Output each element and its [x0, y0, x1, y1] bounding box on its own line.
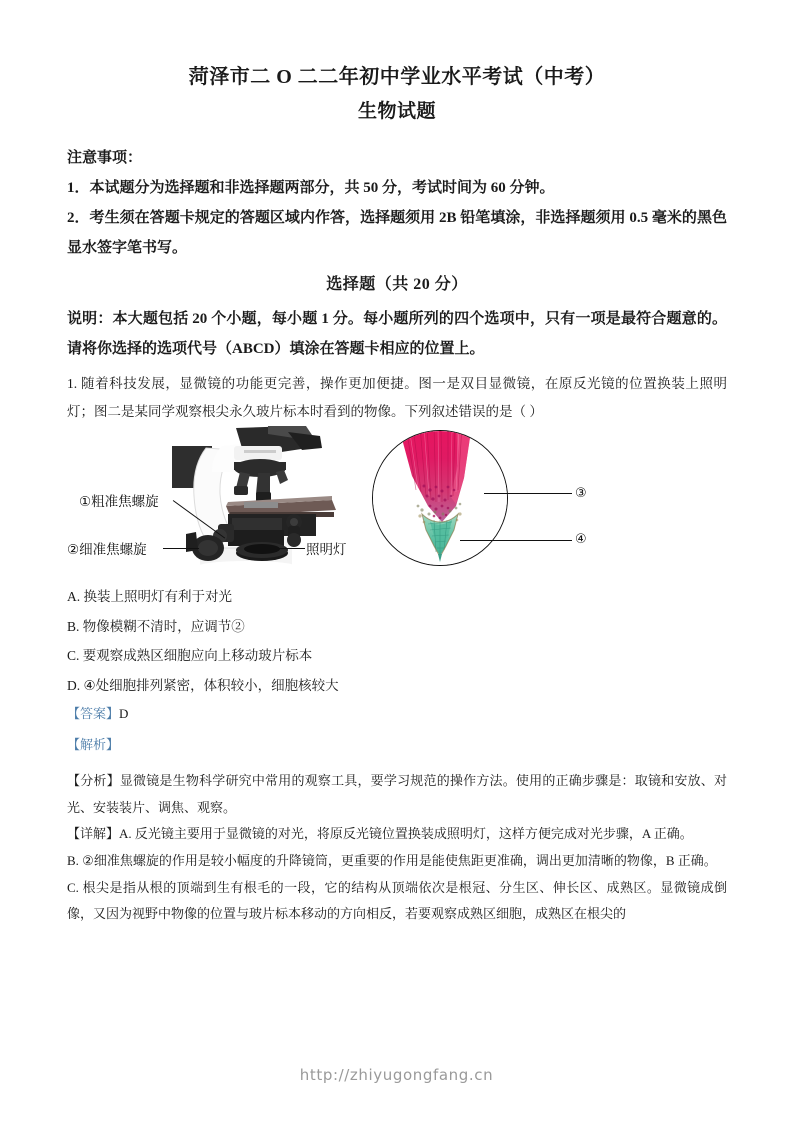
- notice-block: [67, 143, 727, 263]
- option-b[interactable]: B. 物像模糊不清时，应调节②: [67, 618, 245, 634]
- notice-heading: 注意事项：: [67, 149, 143, 166]
- label-region-3: ③: [575, 485, 587, 501]
- analysis-paragraph-2: 【详解】A. 反光镜主要用于显微镜的对光，将原反光镜位置换装成照明灯，这样方便完成对光步骤，A 正确。: [67, 826, 693, 842]
- label-coarse-focus-knob: ①粗准焦螺旋: [79, 494, 159, 510]
- section-instruction: 说明：本大题包括 20 个小题，每小题 1 分。每小题所列的四个选项中，只有一项是最符合题意的。请将你选择的选项代号（ABCD）填涂在答题卡相应的位置上。: [67, 310, 727, 357]
- analysis-paragraph-4: C. 根尖是指从根的顶端到生有根毛的一段，它的结构从顶端依次是根冠、分生区、伸长区、成熟区。显微镜成倒像，又因为视野中物像的位置与玻片标本移动的方向相反，若要观察成熟区细胞，成熟区在根尖的: [67, 879, 727, 922]
- answer-block: [67, 706, 727, 928]
- analysis-tag: 【解析】: [67, 737, 120, 753]
- analysis-paragraph-3: B. ②细准焦螺旋的作用是较小幅度的升降镜筒，更重要的作用是能使焦距更准确，调出更加清晰的物像，B 正确。: [67, 853, 717, 869]
- root-tip-micrograph: [372, 430, 508, 566]
- question-figure: [67, 430, 727, 582]
- option-d[interactable]: D. ④处细胞排列紧密，体积较小，细胞核较大: [67, 677, 339, 693]
- answer-tag: 【答案】: [67, 706, 120, 722]
- answer-line: [67, 706, 727, 723]
- page-content: [67, 62, 727, 928]
- option-a[interactable]: A. 换装上照明灯有利于对光: [67, 589, 232, 605]
- label-illumination-lamp: 照明灯: [306, 542, 347, 558]
- option-c[interactable]: C. 要观察成熟区细胞应向上移动玻片标本: [67, 648, 313, 664]
- field-of-view-figure: [372, 430, 587, 570]
- notice-item-2: 2．考生须在答题卡规定的答题区域内作答，选择题须用 2B 铅笔填涂，非选择题须用 0.5 毫米的黑色显水签字笔书写。: [67, 209, 727, 256]
- leader-line-region4: [460, 540, 572, 541]
- label-fine-focus-knob: ②细准焦螺旋: [67, 542, 147, 558]
- question-stem: 1. 随着科技发展，显微镜的功能更完善，操作更加便捷。图一是双目显微镜，在原反光镜的位置换装上照明灯；图二是某同学观察根尖永久玻片标本时看到的物像。下列叙述错误的是（ ）: [67, 375, 727, 419]
- section-title: 选择题（共 20 分）: [326, 275, 468, 293]
- analysis-paragraph-1: 【分析】显微镜是生物科学研究中常用的观察工具，要学习规范的操作方法。使用的正确步骤是：取镜和安放、对光、安装装片、调焦、观察。: [67, 773, 727, 815]
- label-region-4: ④: [575, 531, 587, 547]
- question-options: [67, 588, 727, 694]
- leader-line-lamp: [273, 548, 305, 549]
- leader-line-region3: [484, 493, 572, 494]
- page-subtitle: 生物试题: [357, 101, 436, 122]
- page-title: 菏泽市二 O 二二年初中学业水平考试（中考）: [188, 66, 606, 88]
- answer-value: D: [119, 706, 129, 722]
- notice-item-1: 1．本试题分为选择题和非选择题两部分，共 50 分，考试时间为 60 分钟。: [67, 179, 555, 196]
- watermark-url: http://zhiyugongfang.cn: [299, 1066, 494, 1084]
- leader-line-fine-focus: [163, 548, 199, 549]
